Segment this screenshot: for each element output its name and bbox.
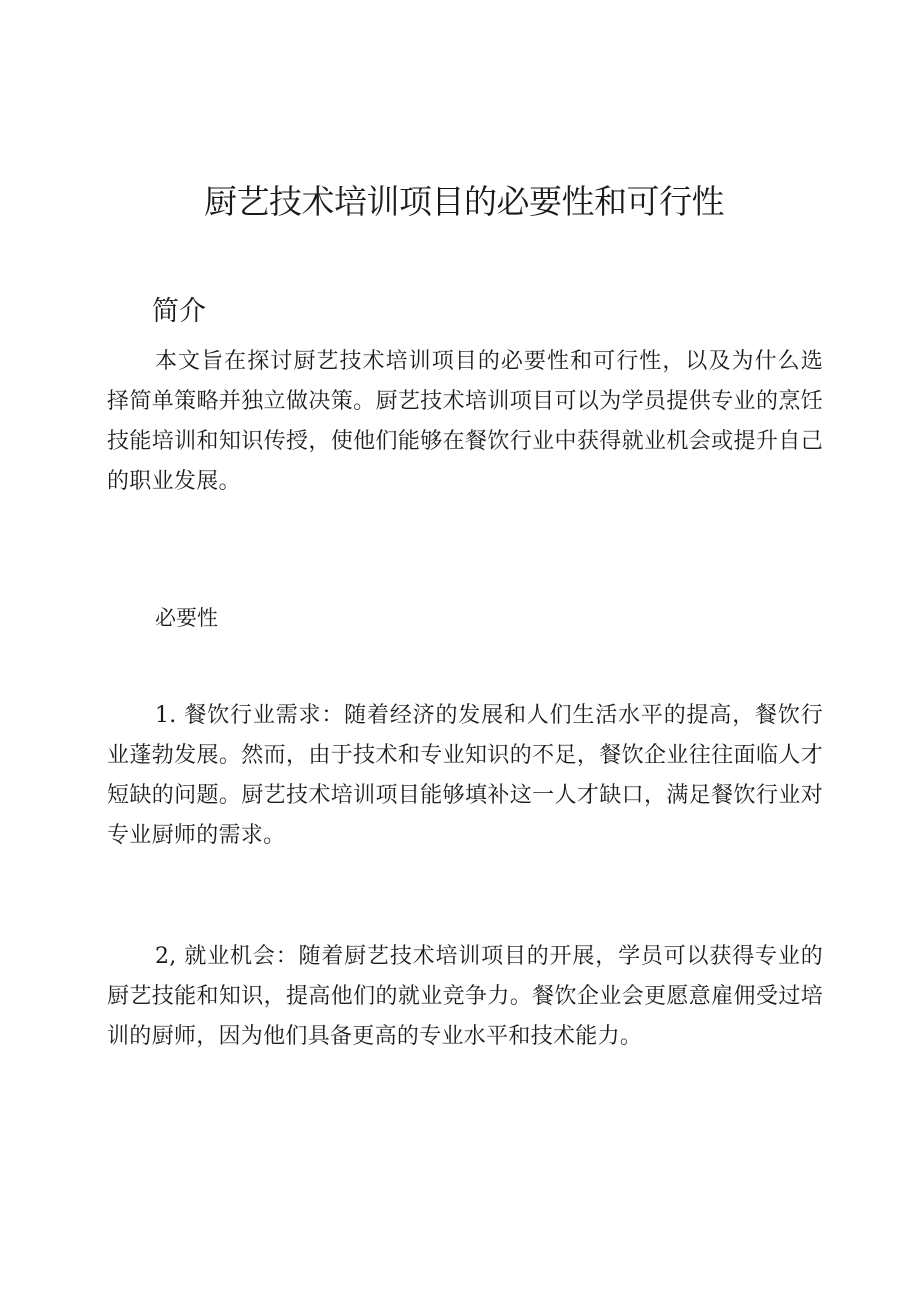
necessity-item-1: 1. 餐饮行业需求：随着经济的发展和人们生活水平的提高，餐饮行业蓬勃发展。然而，由于技术和专业知识的不足，餐饮企业往往面临人才短缺的问题。厨艺技术培训项目能够填补这一人才缺口，满足餐饮行业对专业厨师的需求。 bbox=[107, 703, 823, 848]
intro-heading: 简介 bbox=[152, 296, 206, 327]
necessity-item-2: 2, 就业机会：随着厨艺技术培训项目的开展，学员可以获得专业的厨艺技能和知识，提高他们的就业竞争力。餐饮企业会更愿意雇佣受过培训的厨师，因为他们具备更高的专业水平和技术能力。 bbox=[107, 944, 823, 1049]
intro-paragraph: 本文旨在探讨厨艺技术培训项目的必要性和可行性，以及为什么选择简单策略并独立做决策。厨艺技术培训项目可以为学员提供专业的烹饪技能培训和知识传授，使他们能够在餐饮行业中获得就业机会或提升自己的职业发展。 bbox=[107, 349, 823, 494]
document-title: 厨艺技术培训项目的必要性和可行性 bbox=[204, 182, 724, 221]
necessity-heading: 必要性 bbox=[155, 606, 218, 630]
